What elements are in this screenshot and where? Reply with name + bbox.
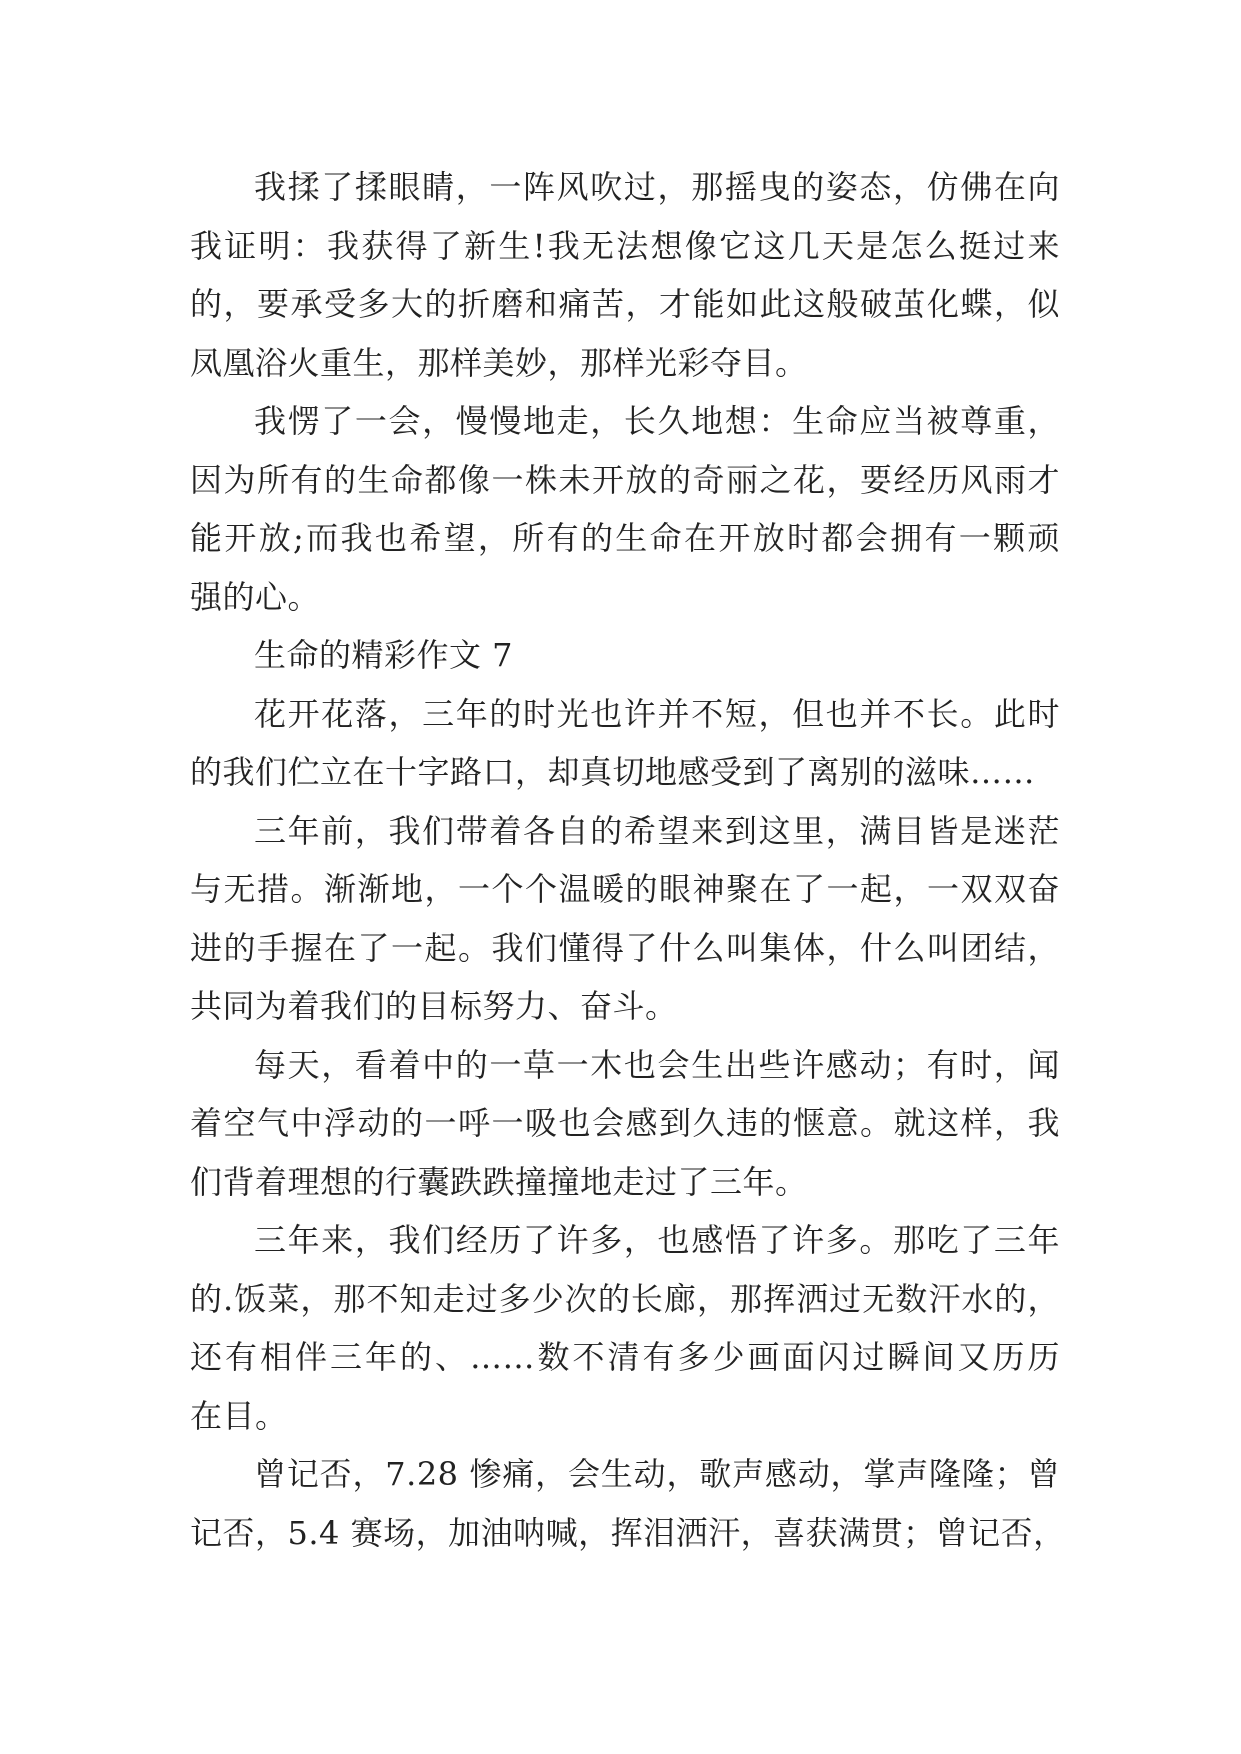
section-heading bbox=[190, 626, 1060, 685]
text-line: 因为所有的生命都像一株未开放的奇丽之花，要经历风雨才 bbox=[190, 460, 1060, 499]
text-line: 曾记否，7.28 惨痛，会生动，歌声感动，掌声隆隆；曾 bbox=[254, 1455, 1060, 1493]
paragraph bbox=[190, 1445, 1066, 1562]
heading-text: 生命的精彩作文 7 bbox=[254, 636, 514, 674]
text-line: 记否，5.4 赛场，加油呐喊，挥泪洒汗，喜获满贯；曾记否， bbox=[190, 1513, 1066, 1552]
text-line: 着空气中浮动的一呼一吸也会感到久违的惬意。就这样，我 bbox=[190, 1104, 1060, 1142]
paragraph bbox=[190, 1211, 1060, 1445]
paragraph bbox=[190, 158, 1060, 392]
text-line: 在目。 bbox=[190, 1396, 288, 1435]
text-line: 进的手握在了一起。我们懂得了什么叫集体，什么叫团结， bbox=[190, 928, 1060, 967]
text-line: 我愣了一会，慢慢地走，长久地想：生命应当被尊重， bbox=[254, 402, 1060, 440]
text-line: 的.饭菜，那不知走过多少次的长廊，那挥洒过无数汗水的， bbox=[190, 1279, 1060, 1318]
text-line: 我证明：我获得了新生!我无法想像它这几天是怎么挺过来 bbox=[190, 226, 1060, 265]
text-line: 三年来，我们经历了许多，也感悟了许多。那吃了三年 bbox=[254, 1221, 1060, 1259]
paragraph bbox=[190, 1036, 1060, 1212]
text-line: 的，要承受多大的折磨和痛苦，才能如此这般破茧化蝶，似 bbox=[190, 285, 1060, 323]
paragraph bbox=[190, 392, 1060, 626]
text-line: 的我们伫立在十字路口，却真切地感受到了离别的滋味…… bbox=[190, 753, 1036, 791]
text-line: 三年前，我们带着各自的希望来到这里，满目皆是迷茫 bbox=[254, 811, 1060, 850]
text-line: 还有相伴三年的、……数不清有多少画面闪过瞬间又历历 bbox=[190, 1338, 1060, 1376]
text-line: 每天，看着中的一草一木也会生出些许感动；有时，闻 bbox=[254, 1045, 1060, 1084]
text-line: 花开花落，三年的时光也许并不短，但也并不长。此时 bbox=[254, 694, 1060, 733]
text-line: 能开放;而我也希望，所有的生命在开放时都会拥有一颗顽 bbox=[190, 519, 1060, 557]
text-line: 我揉了揉眼睛，一阵风吹过，那摇曳的姿态，仿佛在向 bbox=[254, 168, 1060, 206]
text-line: 们背着理想的行囊跌跌撞撞地走过了三年。 bbox=[190, 1162, 808, 1201]
text-line: 凤凰浴火重生，那样美妙，那样光彩夺目。 bbox=[190, 343, 808, 382]
text-line: 强的心。 bbox=[190, 577, 321, 616]
paragraph bbox=[190, 802, 1060, 1036]
text-line: 共同为着我们的目标努力、奋斗。 bbox=[190, 987, 678, 1025]
text-line: 与无措。渐渐地，一个个温暖的眼神聚在了一起，一双双奋 bbox=[190, 870, 1060, 908]
document-body bbox=[190, 158, 1066, 1562]
paragraph bbox=[190, 685, 1060, 802]
